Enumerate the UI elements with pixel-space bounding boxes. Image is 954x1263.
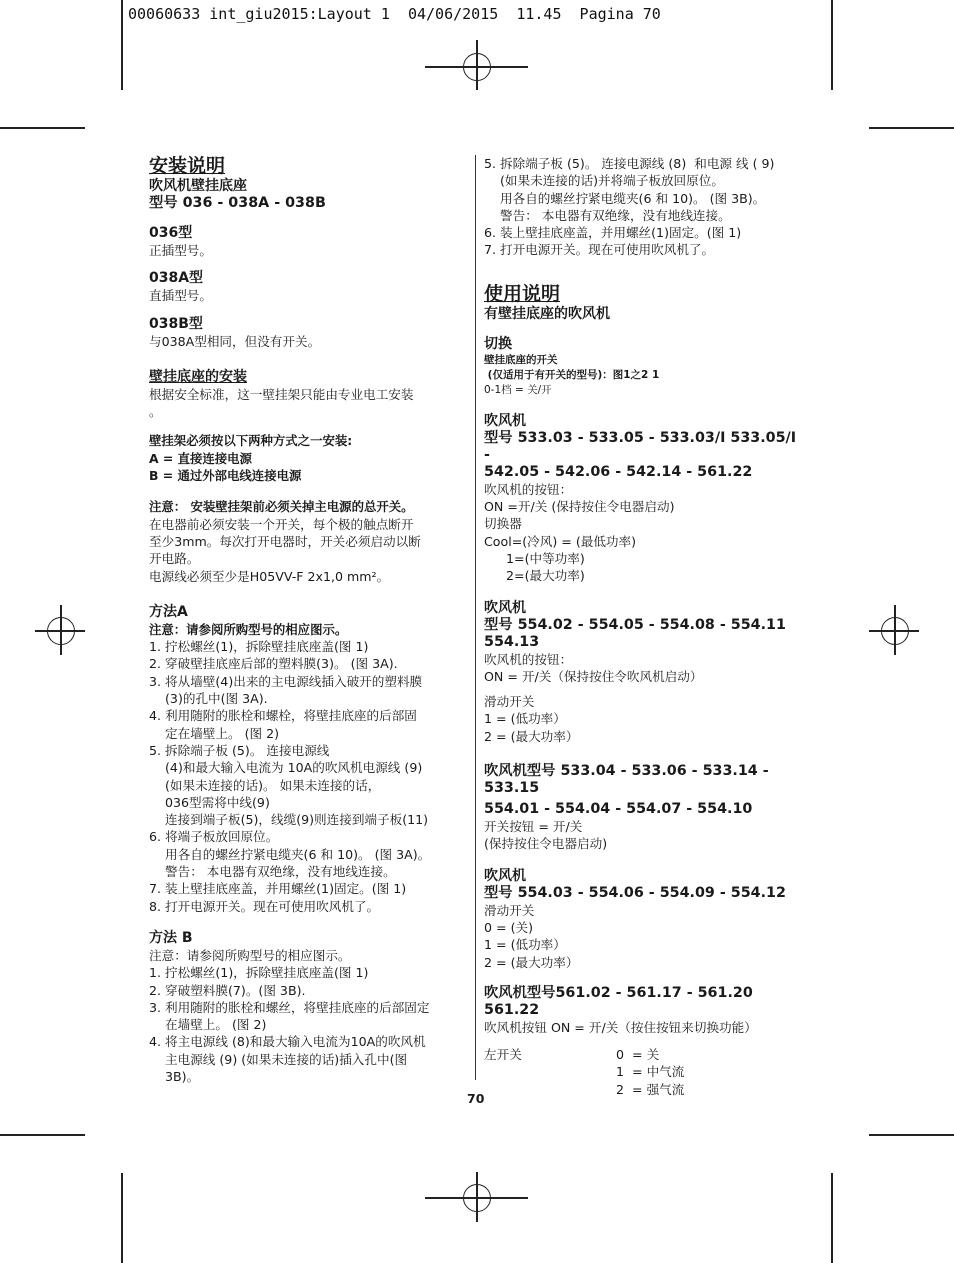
method-a-step: 定在墙壁上。 (图 2) <box>149 725 280 741</box>
left-switch-row <box>484 1046 802 1063</box>
dryer-1-line: Cool=(冷风) = (最低功率) <box>484 533 637 549</box>
method-b-step: 主电源线 (9) (如果未连接的话)插入孔中(图 <box>149 1051 408 1067</box>
method-b-step: 1. 拧松螺丝(1)，拆除壁挂底座盖(图 1) <box>149 965 369 981</box>
left-switch-value: 1 = 中气流 <box>616 1064 685 1080</box>
model-036-text: 正插型号。 <box>149 243 212 258</box>
method-a-step: 8. 打开电源开关。现在可使用吹风机了。 <box>149 898 380 914</box>
model-036-title: 036型 <box>149 225 193 241</box>
dryer-5-model-1: 吹风机型号561.02 - 561.17 - 561.20 <box>484 984 753 1001</box>
dryer-1-indent: 1=(中等功率) <box>506 550 585 566</box>
method-a-step: 用各自的螺丝拧紧电缆夹(6 和 10)。 (图 3A)。 <box>149 846 431 862</box>
method-b-title: 方法 B <box>149 929 193 946</box>
dryer-2-line: ON = 开/关（保持按住令吹风机启动） <box>484 668 703 684</box>
method-a-step: 5. 拆除端子板 (5)。 连接电源线 <box>149 742 330 758</box>
method-a-note: 注意：请参阅所购型号的相应图示。 <box>149 621 348 637</box>
left-switch-label: 左开关 <box>484 1047 522 1063</box>
dryer-1-model-1: 型号 533.03 - 533.05 - 533.03/I 533.05/I - <box>484 429 797 463</box>
dryer-2-line: 滑动开关 <box>484 694 535 710</box>
dryer-4-line: 2 = (最大功率） <box>484 954 579 970</box>
cont-step: 5. 拆除端子板 (5)。 连接电源线 (8) 和电源 线 ( 9) <box>484 156 775 171</box>
crop-mark-top-left-h <box>0 127 85 129</box>
method-b-note: 注意：请参阅所购型号的相应图示。 <box>149 947 351 963</box>
model-038b-title: 038B型 <box>149 315 203 332</box>
install-text-2: 。 <box>149 404 162 420</box>
dryer-1-title: 吹风机 <box>484 412 526 429</box>
switch-tiny-1: 壁挂底座的开关 <box>484 353 558 366</box>
model-038a-title: 038A型 <box>149 270 204 287</box>
warning-line: 在电器前必须安装一个开关，每个极的触点断开 <box>149 516 414 532</box>
crop-mark-top-right-v <box>831 0 833 90</box>
dryer-2-line: 2 = (最大功率） <box>484 728 579 744</box>
dryer-1-model-2: 542.05 - 542.06 - 542.14 - 561.22 <box>484 463 753 480</box>
dryer-2-line: 吹风机的按钮： <box>484 651 573 667</box>
method-b-step: 3. 利用随附的胀栓和螺丝，将壁挂底座的后部固定 <box>149 999 430 1015</box>
usage-subtitle: 有壁挂底座的吹风机 <box>484 305 610 322</box>
crop-mark-bottom-right-h <box>869 1134 954 1136</box>
crop-mark-top-left-v <box>121 0 123 90</box>
method-b-step: 3B)。 <box>149 1068 200 1084</box>
switch-tiny-3: 0-1档 = 关/开 <box>484 383 552 396</box>
dryer-2-model-2: 554.13 <box>484 633 540 650</box>
dryer-2-model-1: 型号 554.02 - 554.05 - 554.08 - 554.11 <box>484 616 786 633</box>
method-a-step: 7. 装上壁挂底座盖，并用螺丝(1)固定。(图 1) <box>149 881 407 897</box>
dryer-2-title: 吹风机 <box>484 599 526 616</box>
crop-mark-bottom-right-v <box>831 1173 833 1263</box>
usage-title: 使用说明 <box>484 282 561 305</box>
method-a-step: 6. 将端子板放回原位。 <box>149 829 279 845</box>
warning-bold: 注意： 安装壁挂架前必须关掉主电源的总开关。 <box>149 499 414 515</box>
dryer-3-line: 开关按钮 = 开/关 <box>484 819 583 835</box>
crop-mark-bottom-left-v <box>121 1173 123 1263</box>
switch-title: 切换 <box>484 335 512 352</box>
slug-line: 00060633 int_giu2015:Layout 1 04/06/2015 11.45 Pagina 70 <box>128 5 661 23</box>
dryer-5-text: 吹风机按钮 ON = 开/关（按住按钮来切换功能） <box>484 1019 757 1035</box>
cont-step: 警告： 本电器有双绝缘，没有地线连接。 <box>484 207 731 223</box>
dryer-4-title: 吹风机 <box>484 867 526 884</box>
cont-step: 7. 打开电源开关。现在可使用吹风机了。 <box>484 242 715 258</box>
dryer-4-model: 型号 554.03 - 554.06 - 554.09 - 554.12 <box>484 884 786 901</box>
warning-line: 开电路。 <box>149 551 200 567</box>
cont-step: 用各自的螺丝拧紧电缆夹(6 和 10)。 (图 3B)。 <box>484 190 766 206</box>
method-a-step: (如果未连接的话)。 如果未连接的话， <box>149 777 381 793</box>
method-a-line: A = 直接连接电源 <box>149 450 252 466</box>
method-a-step: 3. 将从墙壁(4)出来的主电源线插入破开的塑料膜 <box>149 673 423 689</box>
cont-step: 6. 装上壁挂底座盖，并用螺丝(1)固定。(图 1) <box>484 225 742 241</box>
dryer-1-line: 吹风机的按钮： <box>484 481 573 497</box>
column-divider <box>475 155 476 1080</box>
method-a-step: 警告： 本电器有双绝缘，没有地线连接。 <box>149 864 396 880</box>
model-038b-text: 与038A型相同，但没有开关。 <box>149 333 321 349</box>
warning-line: 至少3mm。每次打开电器时，开关必须启动以断 <box>149 533 421 549</box>
method-a-step: 2. 穿破壁挂底座后部的塑料膜(3)。 (图 3A). <box>149 656 398 672</box>
switch-tiny-2: (仅适用于有开关的型号)：图1之2 1 <box>484 368 660 381</box>
method-a-step: (4)和最大输入电流为 10A的吹风机电源线 (9) <box>149 760 423 776</box>
crop-mark-bottom-left-h <box>0 1134 85 1136</box>
cont-step: (如果未连接的话)并将端子板放回原位。 <box>484 173 724 189</box>
right-column <box>484 155 802 1098</box>
left-switch-row <box>484 1081 802 1098</box>
model-038a-text: 直插型号。 <box>149 288 212 304</box>
install-title: 安装说明 <box>149 155 226 177</box>
dryer-4-line: 滑动开关 <box>484 902 535 918</box>
left-column <box>149 155 465 1085</box>
left-switch-row <box>484 1063 802 1080</box>
page-number: 70 <box>467 1091 485 1106</box>
install-subtitle: 吹风机壁挂底座 <box>149 178 247 194</box>
method-b-step: 在墙壁上。 (图 2) <box>149 1017 267 1033</box>
method-a-step: 036型需将中线(9) <box>149 794 270 810</box>
method-a-title: 方法A <box>149 603 188 620</box>
method-a-step: (3)的孔中(图 3A). <box>149 691 268 707</box>
install-models: 型号 036 - 038A - 038B <box>149 195 326 211</box>
left-switch-value: 2 = 强气流 <box>616 1081 685 1097</box>
dryer-1-line: ON =开/关 (保持按住令电器启动) <box>484 499 675 515</box>
dryer-3-model-2: 554.01 - 554.04 - 554.07 - 554.10 <box>484 801 753 818</box>
method-a-step: 4. 利用随附的胀栓和螺栓，将壁挂底座的后部固 <box>149 708 417 724</box>
dryer-4-line: 0 = (关) <box>484 919 533 935</box>
crop-mark-top-right-h <box>869 127 954 129</box>
method-a-step: 1. 拧松螺丝(1)，拆除壁挂底座盖(图 1) <box>149 639 369 655</box>
dryer-3-model-1: 吹风机型号 533.04 - 533.06 - 533.14 - 533.15 <box>484 763 769 797</box>
dryer-1-line: 切换器 <box>484 516 522 532</box>
dryer-2-line: 1 = (低功率） <box>484 711 566 727</box>
dryer-1-indent: 2=(最大功率) <box>506 568 585 584</box>
dryer-3-line: (保持按住令电器启动) <box>484 836 608 852</box>
install-text-1: 根据安全标准，这一壁挂架只能由专业电工安装 <box>149 386 414 402</box>
dryer-4-line: 1 = (低功率） <box>484 937 566 953</box>
wall-mount-install-title: 壁挂底座的安装 <box>149 368 247 385</box>
method-b-step: 2. 穿破塑料膜(7)。(图 3B). <box>149 982 306 998</box>
left-switch-value: 0 = 关 <box>616 1047 660 1063</box>
method-b-step: 4. 将主电源线 (8)和最大输入电流为10A的吹风机 <box>149 1034 426 1050</box>
method-a-step: 连接到端子板(5)，线缆(9)则连接到端子板(11) <box>149 812 429 828</box>
method-b-line: B = 通过外部电线连接电源 <box>149 468 302 484</box>
dryer-5-model-2: 561.22 <box>484 1001 540 1018</box>
methods-intro: 壁挂架必须按以下两种方式之一安装: <box>149 433 353 449</box>
warning-line: 电源线必须至少是H05VV-F 2x1,0 mm²。 <box>149 568 390 584</box>
